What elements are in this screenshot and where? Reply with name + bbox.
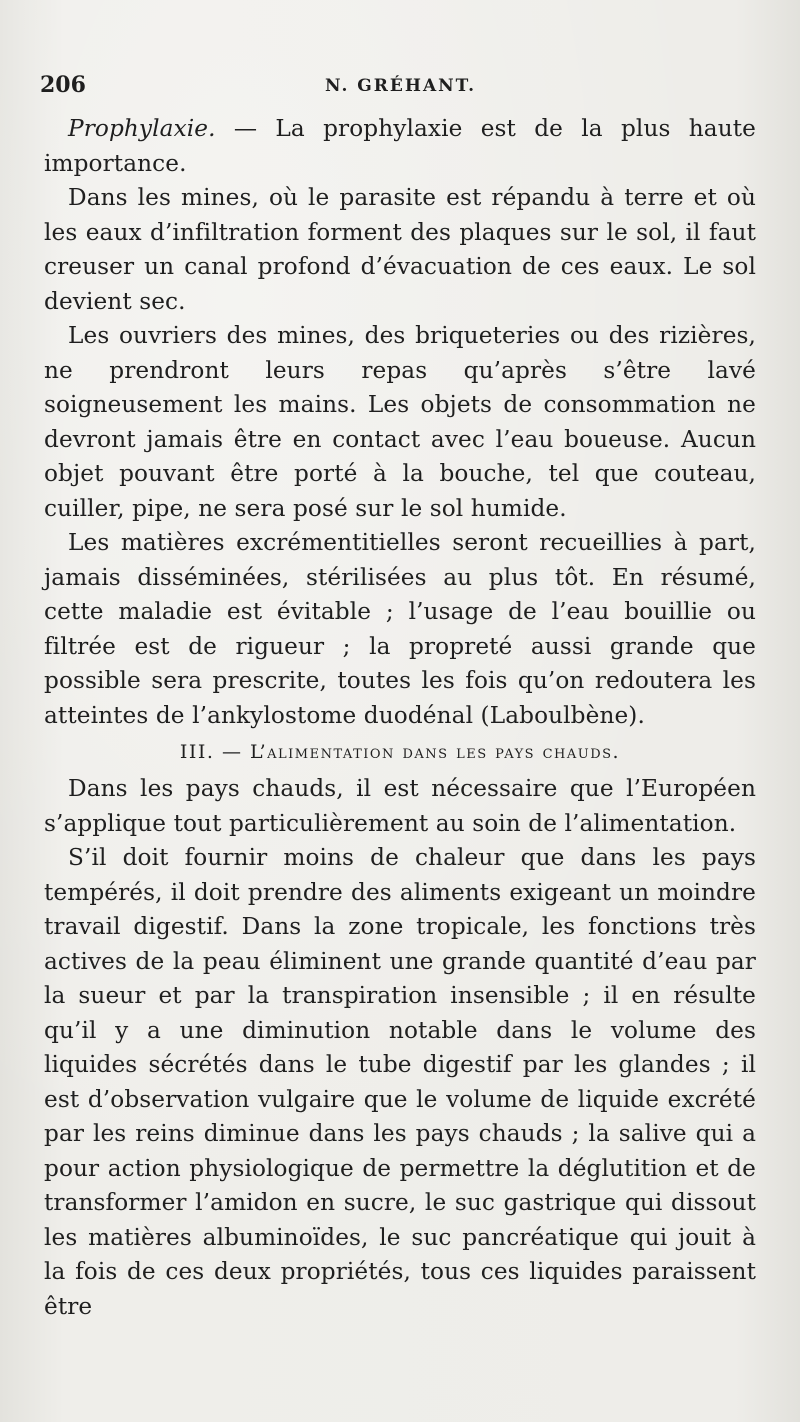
body-text [44,112,756,1324]
paragraph-lead-rest: — La prophylaxie est de la plus haute importance. [44,115,756,177]
paragraph-prophylaxie [44,112,756,181]
paragraph-lead-italic: Prophylaxie. [68,115,216,142]
paragraph-mines: Dans les mines, où le parasite est répandu à terre et où les eaux d’infiltration forment des plaques sur le sol, il faut creuser un canal profond d’évacuation de ces eaux. Le sol devient sec. [44,184,756,315]
paragraph-ouvriers: Les ouvriers des mines, des briqueteries ou des rizières, ne prendront leurs repas qu’après s’être lavé soigneusement les mains. Les objets de consommation ne devront jamais être en contact avec l’eau boueuse. Aucun objet pouvant être porté à la bouche, tel que couteau, cuiller, pipe, ne sera posé sur le sol humide. [44,322,756,522]
running-head: N. GRÉHANT. [325,76,477,96]
page-header [40,72,760,102]
paragraph-matieres: Les matières excrémentitielles seront recueillies à part, jamais disséminées, stérilisées au plus tôt. En résumé, cette maladie est évitable ; l’usage de l’eau bouillie ou filtrée est de rigueur ; la propreté aussi grande que possible sera prescrite, toutes les fois qu’on redoutera les atteintes de l’ankylostome duodénal (Laboulbène). [44,529,756,729]
paragraph-pays-chauds: Dans les pays chauds, il est nécessaire que l’Européen s’applique tout particulièrement au soin de l’alimentation. [44,775,756,837]
paragraph-chaleur: S’il doit fournir moins de chaleur que dans les pays tempérés, il doit prendre des aliments exigeant un moindre travail digestif. Dans la zone tropicale, les fonctions très actives de la peau éliminent une grande quantité d’eau par la sueur et par la transpiration insensible ; il en résulte qu’il y a une diminution notable dans le volume des liquides sécrétés dans le tube digestif par les glandes ; il est d’observation vulgaire que le volume de liquide excrété par les reins diminue dans les pays chauds ; la salive qui a pour action physiologique de permettre la déglutition et de transformer l’amidon en sucre, le suc gastrique qui dissout les matières albuminoïdes, le suc pancréatique qui jouit à la fois de ces deux propriétés, tous ces liquides paraissent être [44,844,756,1320]
page-number: 206 [40,72,86,98]
section-heading: III. — L’alimentation dans les pays chauds. [179,741,621,763]
